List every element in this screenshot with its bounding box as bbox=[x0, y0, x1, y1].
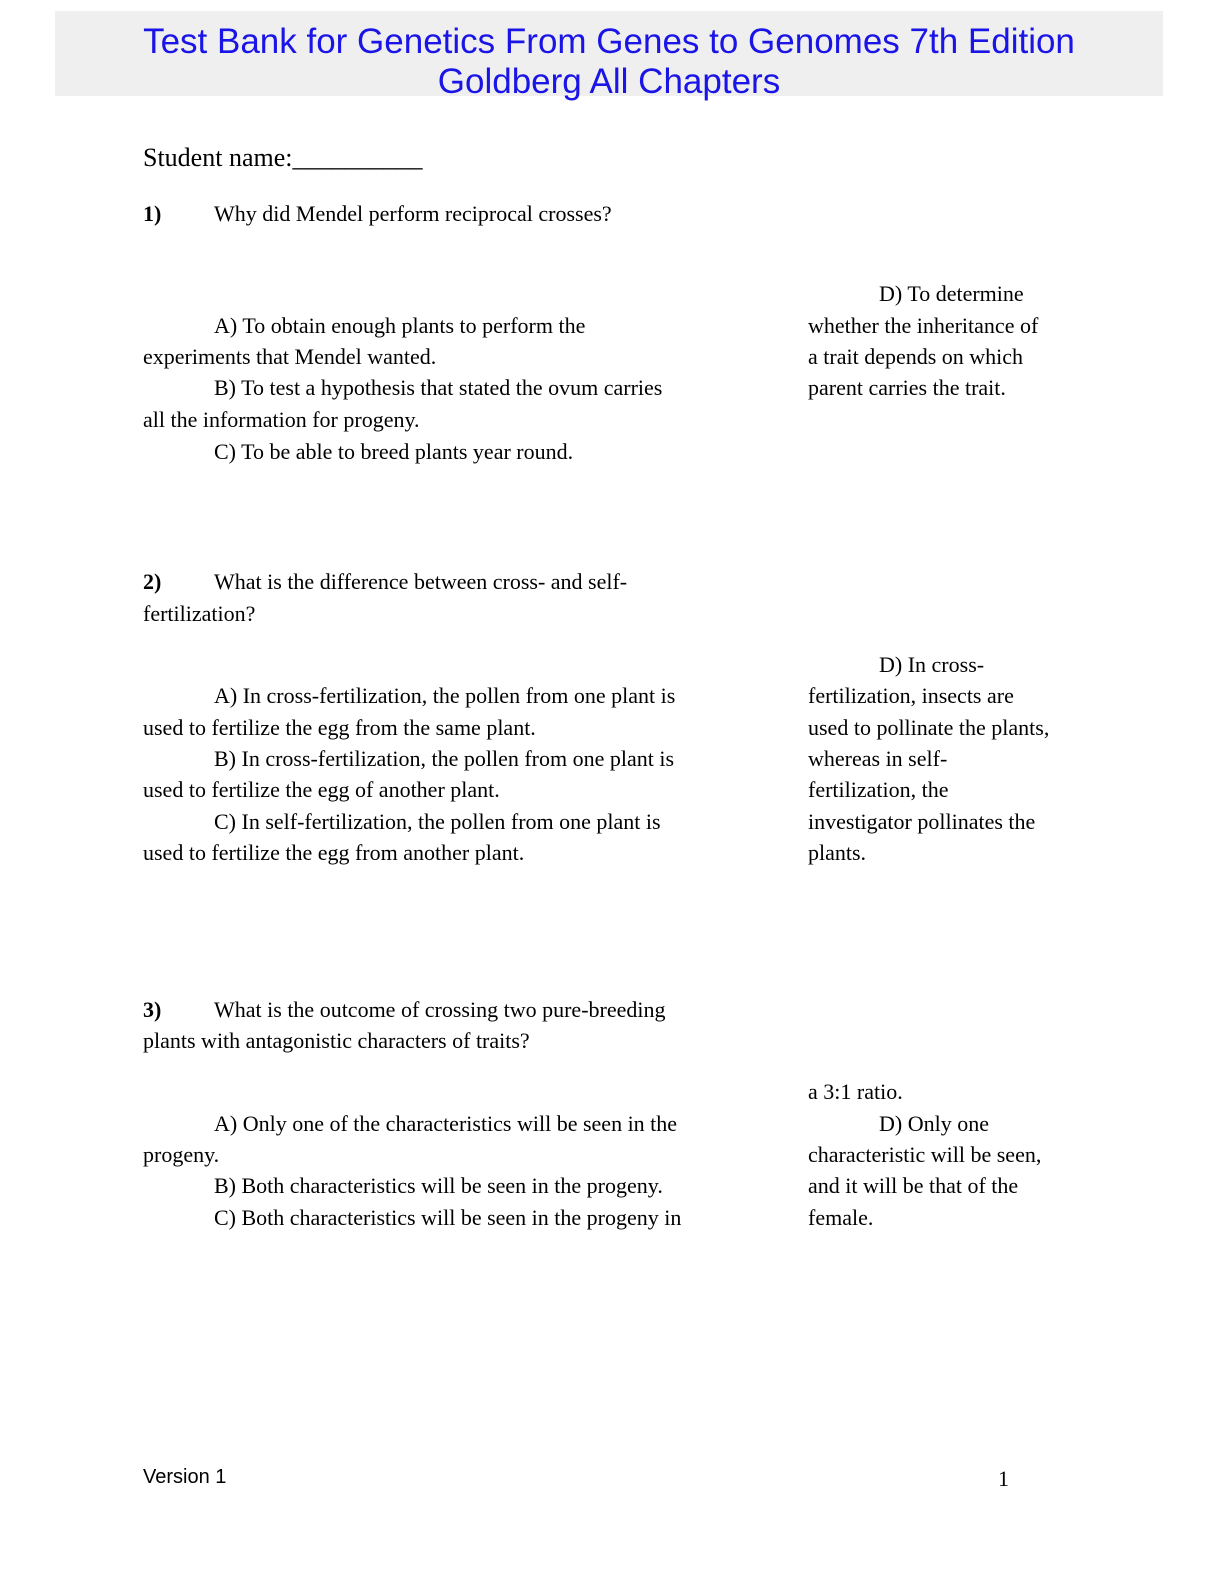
question-2-option-a-cont: used to fertilize the egg from the same plant. bbox=[143, 715, 536, 740]
footer-page-number: 1 bbox=[998, 1466, 1009, 1491]
question-3-option-d: D) Only one bbox=[879, 1111, 989, 1136]
question-2-option-d-cont: used to pollinate the plants, bbox=[808, 715, 1050, 740]
question-2-option-d-cont: fertilization, insects are bbox=[808, 683, 1014, 708]
footer-version: Version 1 bbox=[143, 1466, 227, 1488]
question-3-option-d-cont: female. bbox=[808, 1205, 874, 1230]
question-2-option-b-cont: used to fertilize the egg of another plant. bbox=[143, 777, 500, 802]
question-3-option-c: C) Both characteristics will be seen in the progeny in bbox=[214, 1205, 682, 1230]
question-3-option-b: B) Both characteristics will be seen in the progeny. bbox=[214, 1173, 663, 1198]
question-1-option-c: C) To be able to breed plants year round. bbox=[214, 439, 574, 464]
question-3-text-cont: plants with antagonistic characters of traits? bbox=[143, 1028, 530, 1053]
question-1-option-b: B) To test a hypothesis that stated the ovum carries bbox=[214, 375, 663, 400]
question-1-number: 1) bbox=[143, 201, 162, 226]
question-3-option-a: A) Only one of the characteristics will be seen in the bbox=[214, 1111, 678, 1136]
question-3-option-c-cont: a 3:1 ratio. bbox=[808, 1079, 903, 1104]
question-3-option-d-cont: characteristic will be seen, bbox=[808, 1142, 1042, 1167]
question-2-option-d-cont: fertilization, the bbox=[808, 777, 949, 802]
question-2-option-b: B) In cross-fertilization, the pollen from one plant is bbox=[214, 746, 675, 771]
question-1-option-a: A) To obtain enough plants to perform the bbox=[214, 313, 586, 338]
question-1-option-a-cont: experiments that Mendel wanted. bbox=[143, 344, 437, 369]
question-1-option-d-cont: a trait depends on which bbox=[808, 344, 1024, 369]
document-title-line-1: Test Bank for Genetics From Genes to Genomes 7th Edition bbox=[143, 22, 1075, 61]
question-2-number: 2) bbox=[143, 569, 162, 594]
question-2-text: What is the difference between cross- and self- bbox=[214, 569, 628, 594]
question-1-option-d-cont: parent carries the trait. bbox=[808, 375, 1006, 400]
student-name-field: Student name:__________ bbox=[143, 143, 423, 172]
question-1-text: Why did Mendel perform reciprocal crosses? bbox=[214, 201, 612, 226]
question-2-option-d: D) In cross- bbox=[879, 652, 985, 677]
question-1-option-d-cont: whether the inheritance of bbox=[808, 313, 1039, 338]
document-title-line-2: Goldberg All Chapters bbox=[437, 62, 781, 101]
title-banner bbox=[55, 11, 1163, 101]
question-3-text: What is the outcome of crossing two pure-breeding bbox=[214, 997, 666, 1022]
question-3-option-d-cont: and it will be that of the bbox=[808, 1173, 1019, 1198]
question-2-option-d-cont: investigator pollinates the bbox=[808, 809, 1036, 834]
question-2-option-a: A) In cross-fertilization, the pollen from one plant is bbox=[214, 683, 676, 708]
question-2-option-d-cont: whereas in self- bbox=[808, 746, 948, 771]
question-3-option-a-cont: progeny. bbox=[143, 1142, 220, 1167]
question-2-option-c-cont: used to fertilize the egg from another plant. bbox=[143, 840, 525, 865]
question-2-option-c: C) In self-fertilization, the pollen from one plant is bbox=[214, 809, 661, 834]
question-1-option-d: D) To determine bbox=[879, 281, 1024, 306]
question-3-number: 3) bbox=[143, 997, 162, 1022]
question-1-option-b-cont: all the information for progeny. bbox=[143, 407, 420, 432]
question-2-text-cont: fertilization? bbox=[143, 601, 256, 626]
question-2-option-d-cont: plants. bbox=[808, 840, 867, 865]
